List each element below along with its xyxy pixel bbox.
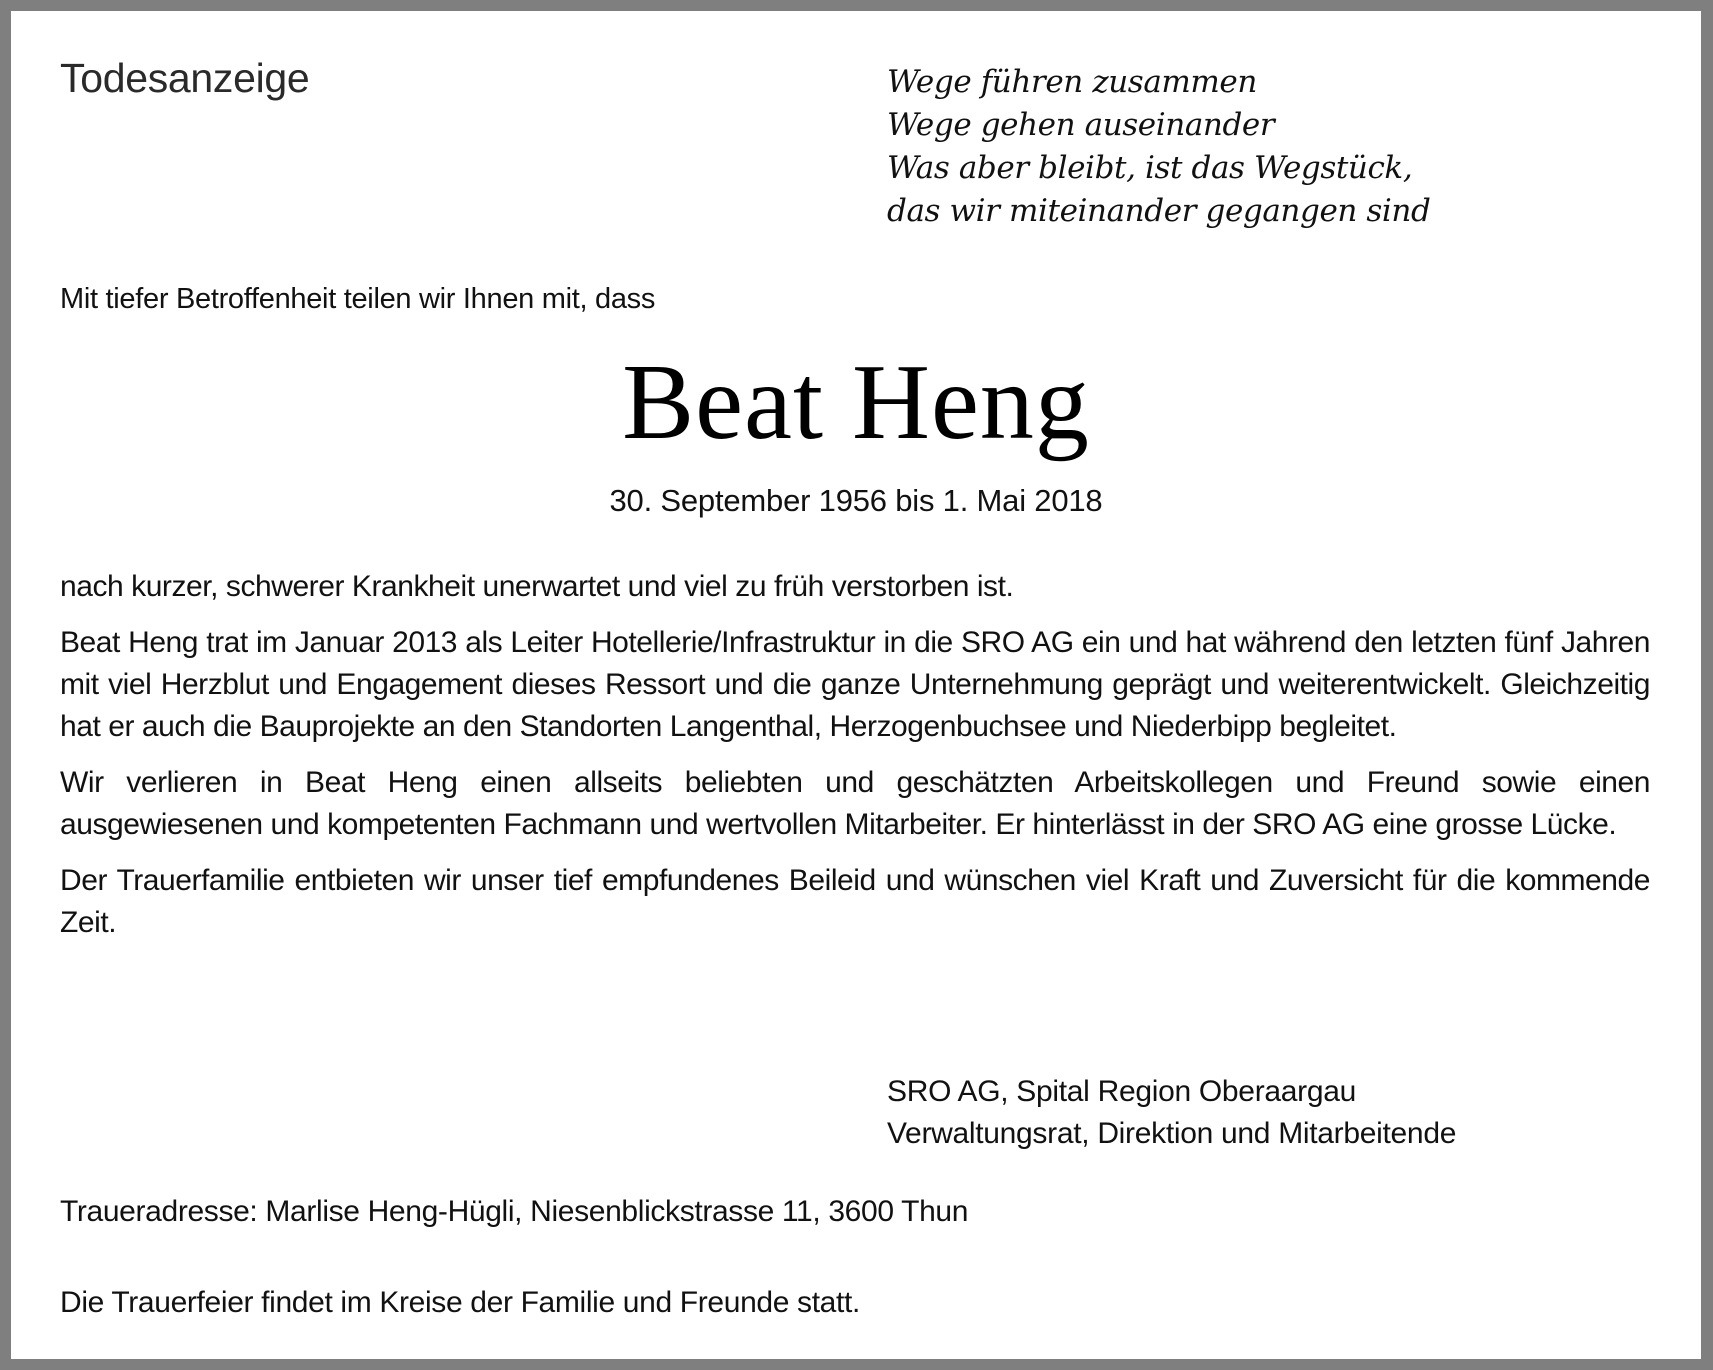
obituary-body (60, 566, 1650, 958)
motto-line: Wege führen zusammen (887, 64, 1257, 100)
motto-line: Wege gehen auseinander (887, 107, 1275, 143)
obituary-notice (11, 11, 1701, 1359)
body-paragraph: Wir verlieren in Beat Heng einen allseits beliebten und geschätzten Arbeitskollegen und Freund sowie einen ausgewiesenen und kompetenten Fachmann und wertvollen Mitarbeiter. Er hinterlässt in der SRO AG eine grosse Lücke. (60, 766, 1650, 841)
mourning-address: Traueradresse: Marlise Heng-Hügli, Niesenblickstrasse 11, 3600 Thun (60, 1195, 969, 1228)
deceased-name: Beat Heng (622, 343, 1090, 462)
motto-line: Was aber bleibt, ist das Wegstück, (887, 150, 1413, 186)
life-dates: 30. September 1956 bis 1. Mai 2018 (609, 483, 1103, 518)
signature-block (887, 1071, 1456, 1155)
body-paragraph: Beat Heng trat im Januar 2013 als Leiter Hotellerie/Infrastruktur in die SRO AG ein und hat während den letzten fünf Jahren mit viel Herzblut und Engagement dieses Ressort und die ganze Unternehmung geprägt und weiterentwickelt. Gleichzeitig hat er auch die Bauprojekte an den Standorten Langenthal, Herzogenbuchsee und Niederbipp begleitet. (60, 626, 1650, 743)
signature-organization: SRO AG, Spital Region Oberaargau (887, 1075, 1356, 1108)
document-type-label: Todesanzeige (60, 55, 310, 101)
intro-sentence: Mit tiefer Betroffenheit teilen wir Ihnen mit, dass (60, 283, 656, 315)
funeral-note: Die Trauerfeier findet im Kreise der Familie und Freunde statt. (60, 1286, 860, 1319)
body-paragraph: Der Trauerfamilie entbieten wir unser tief empfundenes Beileid und wünschen viel Kraft und Zuversicht für die kommende Zeit. (60, 864, 1650, 939)
signature-groups: Verwaltungsrat, Direktion und Mitarbeitende (887, 1117, 1457, 1150)
motto-line: das wir miteinander gegangen sind (887, 193, 1431, 229)
body-paragraph: nach kurzer, schwerer Krankheit unerwartet und viel zu früh verstorben ist. (60, 570, 1014, 603)
motto-poem (887, 61, 1430, 233)
